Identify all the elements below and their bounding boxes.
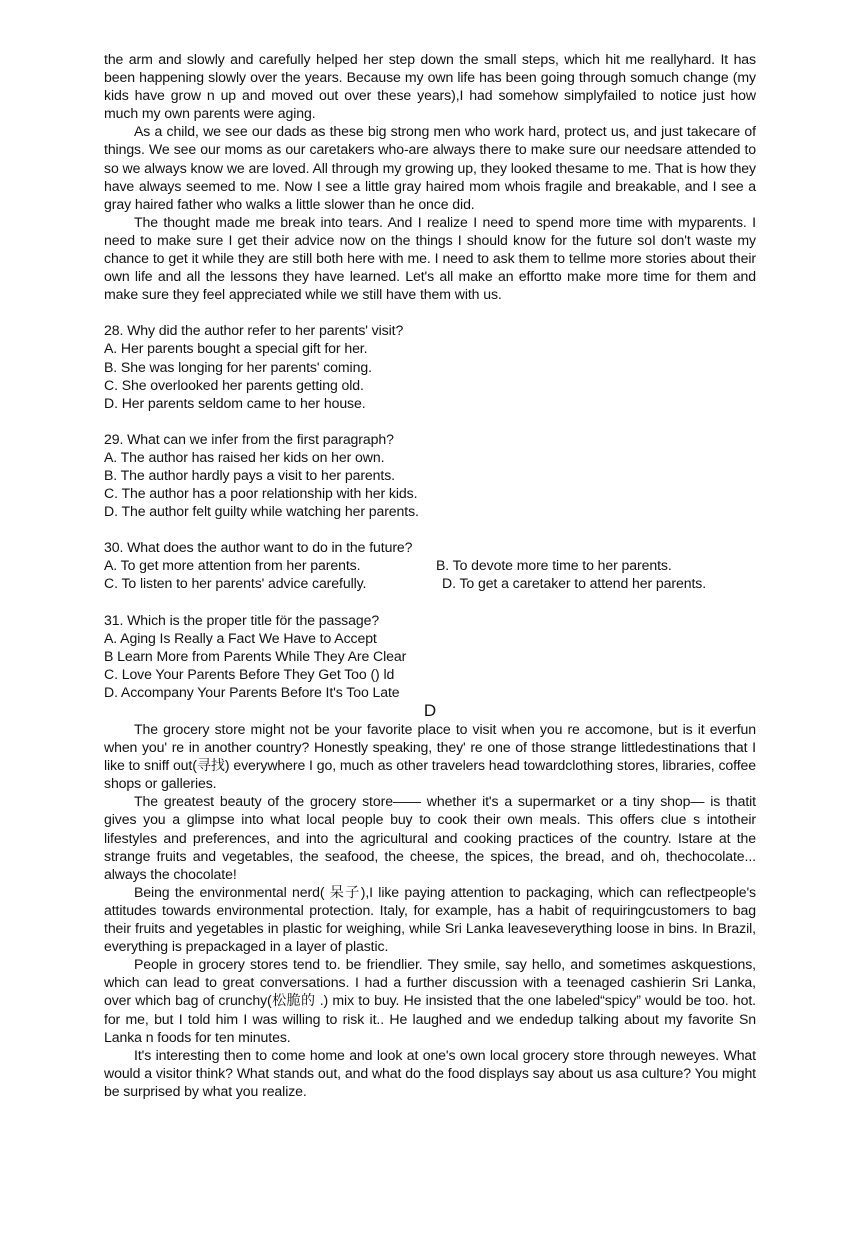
- spacer: [104, 412, 756, 430]
- option: B. The author hardly pays a visit to her parents.: [104, 466, 395, 483]
- passage-paragraph: As a child, we see our dads as these big strong men who work hard, protect us, and just takecare of things. We see our moms as our caretakers who-are always there to make sure our needsare attended to so we always know we are loved. All through my growing up, they looked thesame to me. That is how they have always seemed to me. Now I see a little gray haired mom whois fragile and breakable, and I see a gray haired father who walks a little slower than he once did.: [104, 123, 756, 212]
- passage-paragraph: The greatest beauty of the grocery store—— whether it's a supermarket or a tiny shop— is thatit gives you a glimpse into what local people buy to cook their own meals. This offers clue s intotheir lifestyles and preferences, and into the agricultural and cooking practices of the country. Istare at the strange fruits and vegetables, the seafood, the cheese, the spices, the bread, and oh, thechocolate... always the chocolate!: [104, 793, 756, 882]
- option: D. Her parents seldom came to her house.: [104, 394, 366, 411]
- passage-paragraph: The grocery store might not be your favorite place to visit when you re accomone, but is it everfun when you' re in another country? Honestly speaking, they' re one of those strange littledestinations that I like to sniff out(寻找) everywhere I go, much as other travelers head towardclothing stores, libraries, coffee shops or galleries.: [104, 721, 756, 792]
- question-28: [104, 321, 756, 411]
- option-row: [104, 574, 756, 592]
- question-29: [104, 430, 756, 520]
- option: C. The author has a poor relationship with her kids.: [104, 485, 418, 502]
- option: C. She overlooked her parents getting old.: [104, 376, 364, 393]
- option: D. To get a caretaker to attend her parents.: [442, 575, 707, 592]
- spacer: [104, 520, 756, 538]
- option: C. To listen to her parents' advice carefully.: [104, 575, 367, 592]
- question-stem: 30. What does the author want to do in the future?: [104, 539, 413, 556]
- passage-paragraph: It's interesting then to come home and look at one's own local grocery store through neweyes. What would a visitor think? What stands out, and what do the food displays say about us asa culture? You might be surprised by what you realize.: [104, 1046, 756, 1099]
- option: A. Aging Is Really a Fact We Have to Accept: [104, 629, 377, 646]
- option: B. She was longing for her parents' coming.: [104, 358, 372, 375]
- section-heading: D: [423, 701, 437, 720]
- question-31: [104, 611, 756, 701]
- passage-paragraph: the arm and slowly and carefully helped her step down the small steps, which hit me reallyhard. It has been happening slowly over the years. Because my own life has been going through somuch change (my kids have grow n up and moved out over these years),I had somehow simplyfailed to notice just how much my own parents were aging.: [104, 51, 756, 122]
- option: D. Accompany Your Parents Before It's Too Late: [104, 683, 400, 700]
- spacer: [104, 303, 756, 321]
- document-page: [104, 50, 756, 1100]
- option: A. Her parents bought a special gift for her.: [104, 340, 368, 357]
- option-row: [104, 556, 756, 574]
- question-30: [104, 538, 756, 592]
- option: B Learn More from Parents While They Are Clear: [104, 647, 407, 664]
- option: B. To devote more time to her parents.: [436, 557, 672, 574]
- spacer: [104, 593, 756, 611]
- question-stem: 31. Which is the proper title för the passage?: [104, 611, 380, 628]
- option: A. To get more attention from her parents.: [104, 557, 361, 574]
- option: A. The author has raised her kids on her own.: [104, 448, 385, 465]
- passage-paragraph: Being the environmental nerd( 呆子),I like paying attention to packaging, which can reflectpeople's attitudes towards environmental protection. Italy, for example, has a habit of requiringcustomers to bag their fruits and yegetables in plastic for weighing, while Sri Lanka leaveseverything loose in bins. In Brazil, everything is prepackaged in a layer of plastic.: [104, 883, 756, 955]
- option: D. The author felt guilty while watching her parents.: [104, 503, 419, 520]
- passage-paragraph: The thought made me break into tears. And I realize I need to spend more time with myparents. I need to make sure I get their advice now on the things I should know for the future soI don't waste my chance to get it while they are still both here with me. I need to ask them to tellme more stories about their own life and all the lessons they have learned. Let's all make an effortto make more time for them and make sure they feel appreciated while we still have them with us.: [104, 213, 756, 303]
- option: C. Love Your Parents Before They Get Too () ld: [104, 665, 395, 682]
- question-stem: 28. Why did the author refer to her parents' visit?: [104, 322, 404, 339]
- passage-paragraph: People in grocery stores tend to. be friendlier. They smile, say hello, and sometimes askquestions, which can lead to great conversations. I had a further discussion with a teenaged cashierin Sri Lanka, over which bag of crunchy(松脆的 .) mix to buy. He insisted that the one labeled“spicy” would be too. hot. for me, but I told him I was willing to risk it.. He laughed and we endedup talking about my favorite Sn Lanka n foods for ten minutes.: [104, 956, 756, 1045]
- question-stem: 29. What can we infer from the first paragraph?: [104, 430, 394, 447]
